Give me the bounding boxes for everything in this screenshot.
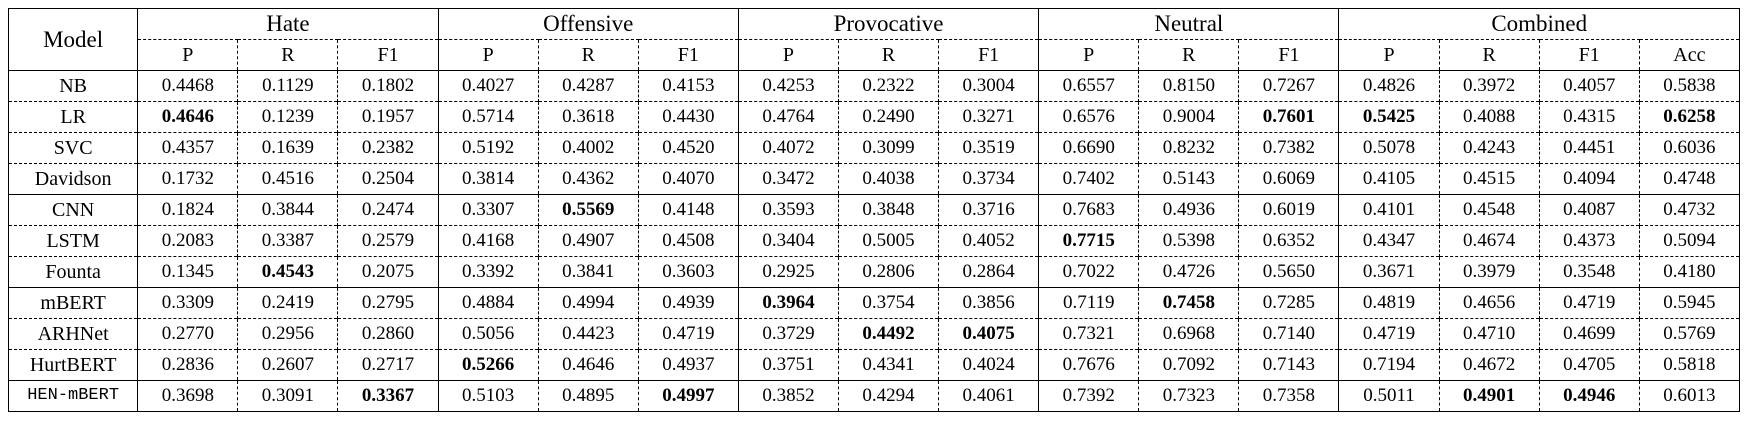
metric-value-cell: 0.4672 — [1439, 350, 1539, 381]
metric-value-cell: 0.4901 — [1439, 381, 1539, 412]
metric-value-cell: 0.4002 — [538, 133, 638, 164]
metric-value-cell: 0.5056 — [438, 319, 538, 350]
metric-value-cell: 0.4094 — [1539, 164, 1639, 195]
metric-value-cell: 0.4180 — [1639, 257, 1739, 288]
metric-value-cell: 0.1824 — [138, 195, 238, 226]
metric-header-combined-f1: F1 — [1539, 40, 1639, 71]
metric-value-cell: 0.4087 — [1539, 195, 1639, 226]
metric-value-cell: 0.6036 — [1639, 133, 1739, 164]
metric-value-cell: 0.3099 — [838, 133, 938, 164]
metric-value-cell: 0.2925 — [738, 257, 838, 288]
metric-value-cell: 0.5078 — [1339, 133, 1439, 164]
metric-value-cell: 0.2504 — [338, 164, 438, 195]
metric-value-cell: 0.2579 — [338, 226, 438, 257]
metric-value-cell: 0.5569 — [538, 195, 638, 226]
metric-value-cell: 0.4819 — [1339, 288, 1439, 319]
metric-value-cell: 0.3841 — [538, 257, 638, 288]
metric-value-cell: 0.4674 — [1439, 226, 1539, 257]
metric-value-cell: 0.4105 — [1339, 164, 1439, 195]
metric-value-cell: 0.2322 — [838, 71, 938, 102]
metric-header-provocative-r: R — [838, 40, 938, 71]
metric-value-cell: 0.2490 — [838, 102, 938, 133]
metric-value-cell: 0.4719 — [638, 319, 738, 350]
metric-value-cell: 0.4027 — [438, 71, 538, 102]
metric-value-cell: 0.7323 — [1139, 381, 1239, 412]
metric-header-neutral-f1: F1 — [1239, 40, 1339, 71]
model-name-cell: SVC — [9, 133, 138, 164]
metric-value-cell: 0.7143 — [1239, 350, 1339, 381]
metric-value-cell: 0.2770 — [138, 319, 238, 350]
metric-value-cell: 0.4726 — [1139, 257, 1239, 288]
metric-value-cell: 0.2836 — [138, 350, 238, 381]
metric-value-cell: 0.4994 — [538, 288, 638, 319]
metric-value-cell: 0.7382 — [1239, 133, 1339, 164]
metric-value-cell: 0.4024 — [939, 350, 1039, 381]
metric-header-offensive-r: R — [538, 40, 638, 71]
metric-value-cell: 0.5398 — [1139, 226, 1239, 257]
metric-value-cell: 0.7022 — [1039, 257, 1139, 288]
metric-value-cell: 0.4907 — [538, 226, 638, 257]
metric-header-offensive-p: P — [438, 40, 538, 71]
metric-value-cell: 0.3593 — [738, 195, 838, 226]
metric-value-cell: 0.3387 — [238, 226, 338, 257]
metric-value-cell: 0.4101 — [1339, 195, 1439, 226]
metric-value-cell: 0.7358 — [1239, 381, 1339, 412]
metric-value-cell: 0.2806 — [838, 257, 938, 288]
metric-header-neutral-r: R — [1139, 40, 1239, 71]
metric-header-combined-acc: Acc — [1639, 40, 1739, 71]
metric-value-cell: 0.5011 — [1339, 381, 1439, 412]
group-header-row — [9, 9, 1740, 40]
metric-value-cell: 0.4656 — [1439, 288, 1539, 319]
model-name-cell: LSTM — [9, 226, 138, 257]
metric-header-combined-r: R — [1439, 40, 1539, 71]
metric-value-cell: 0.4997 — [638, 381, 738, 412]
metric-value-cell: 0.4075 — [939, 319, 1039, 350]
metric-value-cell: 0.3844 — [238, 195, 338, 226]
table-header — [9, 9, 1740, 71]
metric-value-cell: 0.5094 — [1639, 226, 1739, 257]
metric-value-cell: 0.4423 — [538, 319, 638, 350]
metric-value-cell: 0.2860 — [338, 319, 438, 350]
metric-value-cell: 0.4719 — [1539, 288, 1639, 319]
metric-value-cell: 0.4936 — [1139, 195, 1239, 226]
table-body — [9, 71, 1740, 412]
metric-value-cell: 0.1239 — [238, 102, 338, 133]
table-row — [9, 381, 1740, 412]
metric-value-cell: 0.4357 — [138, 133, 238, 164]
metric-value-cell: 0.6019 — [1239, 195, 1339, 226]
metric-value-cell: 0.7321 — [1039, 319, 1139, 350]
metric-value-cell: 0.3979 — [1439, 257, 1539, 288]
metric-value-cell: 0.5769 — [1639, 319, 1739, 350]
metric-value-cell: 0.5143 — [1139, 164, 1239, 195]
metric-value-cell: 0.3972 — [1439, 71, 1539, 102]
metric-value-cell: 0.3548 — [1539, 257, 1639, 288]
table-row — [9, 350, 1740, 381]
metric-value-cell: 0.4253 — [738, 71, 838, 102]
metric-value-cell: 0.5945 — [1639, 288, 1739, 319]
metric-value-cell: 0.4646 — [538, 350, 638, 381]
metric-value-cell: 0.3671 — [1339, 257, 1439, 288]
metric-value-cell: 0.7402 — [1039, 164, 1139, 195]
metric-value-cell: 0.3716 — [939, 195, 1039, 226]
metric-value-cell: 0.6576 — [1039, 102, 1139, 133]
metric-value-cell: 0.3814 — [438, 164, 538, 195]
metric-value-cell: 0.8232 — [1139, 133, 1239, 164]
metric-value-cell: 0.4243 — [1439, 133, 1539, 164]
metric-value-cell: 0.1957 — [338, 102, 438, 133]
metric-value-cell: 0.3698 — [138, 381, 238, 412]
metric-value-cell: 0.2956 — [238, 319, 338, 350]
metric-value-cell: 0.4315 — [1539, 102, 1639, 133]
model-name-cell: LR — [9, 102, 138, 133]
model-name-cell: ARHNet — [9, 319, 138, 350]
metric-value-cell: 0.5650 — [1239, 257, 1339, 288]
metric-value-cell: 0.4946 — [1539, 381, 1639, 412]
metric-header-hate-r: R — [238, 40, 338, 71]
metric-value-cell: 0.2795 — [338, 288, 438, 319]
metric-value-cell: 0.7458 — [1139, 288, 1239, 319]
metric-value-cell: 0.3271 — [939, 102, 1039, 133]
metric-value-cell: 0.1732 — [138, 164, 238, 195]
metric-value-cell: 0.3519 — [939, 133, 1039, 164]
metric-value-cell: 0.9004 — [1139, 102, 1239, 133]
metric-header-hate-f1: F1 — [338, 40, 438, 71]
metric-value-cell: 0.4468 — [138, 71, 238, 102]
table-row — [9, 102, 1740, 133]
metric-header-combined-p: P — [1339, 40, 1439, 71]
metric-value-cell: 0.3856 — [939, 288, 1039, 319]
metric-value-cell: 0.3367 — [338, 381, 438, 412]
metric-value-cell: 0.1129 — [238, 71, 338, 102]
metric-value-cell: 0.3734 — [939, 164, 1039, 195]
metric-value-cell: 0.2864 — [939, 257, 1039, 288]
metric-value-cell: 0.7683 — [1039, 195, 1139, 226]
metric-value-cell: 0.4362 — [538, 164, 638, 195]
metric-value-cell: 0.7285 — [1239, 288, 1339, 319]
metric-value-cell: 0.3404 — [738, 226, 838, 257]
metric-value-cell: 0.4937 — [638, 350, 738, 381]
metric-value-cell: 0.3004 — [939, 71, 1039, 102]
metric-value-cell: 0.3964 — [738, 288, 838, 319]
metric-value-cell: 0.2607 — [238, 350, 338, 381]
metric-value-cell: 0.5103 — [438, 381, 538, 412]
metric-value-cell: 0.3307 — [438, 195, 538, 226]
metric-value-cell: 0.4764 — [738, 102, 838, 133]
table-row — [9, 226, 1740, 257]
table-row — [9, 133, 1740, 164]
metric-value-cell: 0.4543 — [238, 257, 338, 288]
metric-value-cell: 0.1345 — [138, 257, 238, 288]
metric-value-cell: 0.4939 — [638, 288, 738, 319]
metric-value-cell: 0.4748 — [1639, 164, 1739, 195]
model-name-cell: NB — [9, 71, 138, 102]
metric-value-cell: 0.2382 — [338, 133, 438, 164]
metric-value-cell: 0.2419 — [238, 288, 338, 319]
metric-value-cell: 0.4057 — [1539, 71, 1639, 102]
metric-value-cell: 0.4038 — [838, 164, 938, 195]
metric-value-cell: 0.4548 — [1439, 195, 1539, 226]
metric-value-cell: 0.2083 — [138, 226, 238, 257]
model-name-cell: Davidson — [9, 164, 138, 195]
metric-value-cell: 0.4884 — [438, 288, 538, 319]
metric-value-cell: 0.7392 — [1039, 381, 1139, 412]
metric-value-cell: 0.3848 — [838, 195, 938, 226]
metric-value-cell: 0.5192 — [438, 133, 538, 164]
metric-value-cell: 0.3618 — [538, 102, 638, 133]
metric-value-cell: 0.7676 — [1039, 350, 1139, 381]
metric-value-cell: 0.3309 — [138, 288, 238, 319]
metric-value-cell: 0.6013 — [1639, 381, 1739, 412]
metric-value-cell: 0.4070 — [638, 164, 738, 195]
metric-value-cell: 0.5005 — [838, 226, 938, 257]
metric-value-cell: 0.4347 — [1339, 226, 1439, 257]
model-name-cell: Founta — [9, 257, 138, 288]
model-column-header: Model — [43, 26, 104, 52]
metric-value-cell: 0.5838 — [1639, 71, 1739, 102]
metric-value-cell: 0.7140 — [1239, 319, 1339, 350]
metric-value-cell: 0.4515 — [1439, 164, 1539, 195]
metric-value-cell: 0.4341 — [838, 350, 938, 381]
metric-value-cell: 0.3751 — [738, 350, 838, 381]
metric-value-cell: 0.7267 — [1239, 71, 1339, 102]
group-header-neutral: Neutral — [1039, 9, 1339, 40]
metric-value-cell: 0.4153 — [638, 71, 738, 102]
metric-value-cell: 0.6352 — [1239, 226, 1339, 257]
table-row — [9, 164, 1740, 195]
metric-value-cell: 0.4492 — [838, 319, 938, 350]
results-table — [8, 8, 1740, 412]
metric-value-cell: 0.4732 — [1639, 195, 1739, 226]
metric-value-cell: 0.5425 — [1339, 102, 1439, 133]
metric-value-cell: 0.1802 — [338, 71, 438, 102]
metric-header-neutral-p: P — [1039, 40, 1139, 71]
metric-value-cell: 0.4705 — [1539, 350, 1639, 381]
group-header-combined: Combined — [1339, 9, 1740, 40]
metric-value-cell: 0.3729 — [738, 319, 838, 350]
metric-value-cell: 0.6069 — [1239, 164, 1339, 195]
metric-value-cell: 0.3472 — [738, 164, 838, 195]
group-header-provocative: Provocative — [738, 9, 1038, 40]
metric-value-cell: 0.4646 — [138, 102, 238, 133]
metric-value-cell: 0.4520 — [638, 133, 738, 164]
metric-value-cell: 0.4895 — [538, 381, 638, 412]
metric-value-cell: 0.4061 — [939, 381, 1039, 412]
metric-header-hate-p: P — [138, 40, 238, 71]
model-name-cell: CNN — [9, 195, 138, 226]
metric-value-cell: 0.6968 — [1139, 319, 1239, 350]
metric-value-cell: 0.2717 — [338, 350, 438, 381]
metric-value-cell: 0.4430 — [638, 102, 738, 133]
metric-value-cell: 0.4516 — [238, 164, 338, 195]
metric-header-provocative-p: P — [738, 40, 838, 71]
metric-value-cell: 0.1639 — [238, 133, 338, 164]
metric-value-cell: 0.4287 — [538, 71, 638, 102]
table-row — [9, 71, 1740, 102]
metric-value-cell: 0.7092 — [1139, 350, 1239, 381]
metric-header-offensive-f1: F1 — [638, 40, 738, 71]
metric-value-cell: 0.4072 — [738, 133, 838, 164]
metric-value-cell: 0.7601 — [1239, 102, 1339, 133]
metric-header-row — [9, 40, 1740, 71]
model-name-cell: HEN-mBERT — [9, 381, 138, 412]
metric-value-cell: 0.4148 — [638, 195, 738, 226]
metric-value-cell: 0.4826 — [1339, 71, 1439, 102]
metric-value-cell: 0.4699 — [1539, 319, 1639, 350]
table-row — [9, 257, 1740, 288]
metric-value-cell: 0.3754 — [838, 288, 938, 319]
metric-value-cell: 0.4719 — [1339, 319, 1439, 350]
metric-value-cell: 0.7119 — [1039, 288, 1139, 319]
group-header-hate: Hate — [138, 9, 438, 40]
table-row — [9, 195, 1740, 226]
metric-value-cell: 0.5266 — [438, 350, 538, 381]
metric-value-cell: 0.6690 — [1039, 133, 1139, 164]
model-name-cell: HurtBERT — [9, 350, 138, 381]
metric-value-cell: 0.2075 — [338, 257, 438, 288]
metric-value-cell: 0.4088 — [1439, 102, 1539, 133]
group-header-offensive: Offensive — [438, 9, 738, 40]
table-row — [9, 288, 1740, 319]
metric-value-cell: 0.3091 — [238, 381, 338, 412]
metric-value-cell: 0.2474 — [338, 195, 438, 226]
metric-value-cell: 0.4052 — [939, 226, 1039, 257]
metric-value-cell: 0.4451 — [1539, 133, 1639, 164]
metric-value-cell: 0.3852 — [738, 381, 838, 412]
metric-value-cell: 0.5818 — [1639, 350, 1739, 381]
metric-value-cell: 0.7715 — [1039, 226, 1139, 257]
metric-value-cell: 0.5714 — [438, 102, 538, 133]
metric-value-cell: 0.3392 — [438, 257, 538, 288]
metric-value-cell: 0.6557 — [1039, 71, 1139, 102]
metric-value-cell: 0.4168 — [438, 226, 538, 257]
model-name-cell: mBERT — [9, 288, 138, 319]
metric-value-cell: 0.4294 — [838, 381, 938, 412]
metric-value-cell: 0.8150 — [1139, 71, 1239, 102]
table-row — [9, 319, 1740, 350]
metric-header-provocative-f1: F1 — [939, 40, 1039, 71]
metric-value-cell: 0.4373 — [1539, 226, 1639, 257]
metric-value-cell: 0.4508 — [638, 226, 738, 257]
metric-value-cell: 0.6258 — [1639, 102, 1739, 133]
metric-value-cell: 0.7194 — [1339, 350, 1439, 381]
metric-value-cell: 0.3603 — [638, 257, 738, 288]
metric-value-cell: 0.4710 — [1439, 319, 1539, 350]
